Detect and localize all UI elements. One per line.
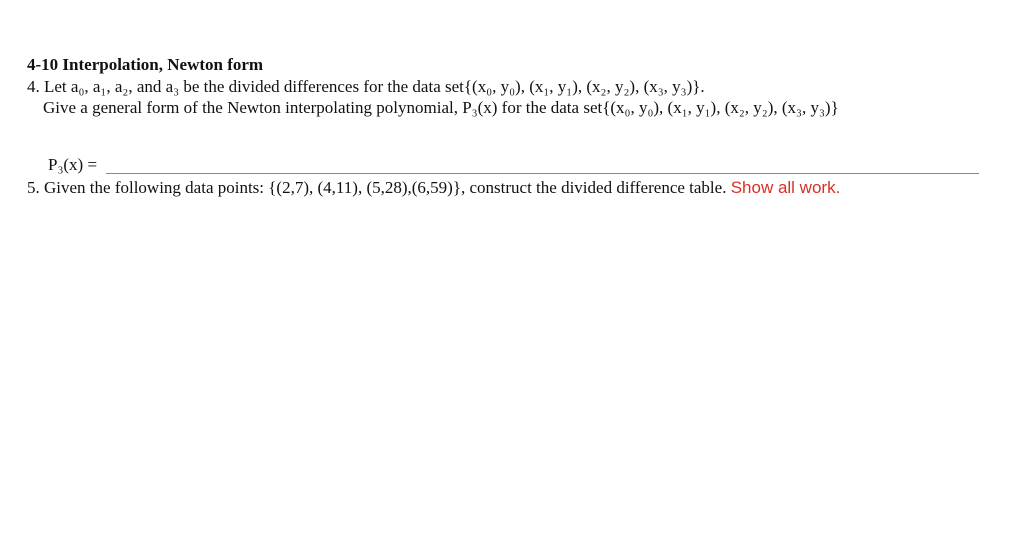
- show-work-note: Show all work.: [730, 178, 841, 197]
- answer-blank-line: [106, 173, 979, 174]
- answer-label: P₃(x) =: [48, 155, 98, 174]
- question-4-line-1: 4. Let a₀, a₁, a₂, and a₃ be the divided differences for the data set{(x₀, y₀), (x₁, y₁), (x₂, y₂), (x₃, y₃)}.: [27, 77, 705, 96]
- question-5: [27, 178, 840, 198]
- question-5-text: 5. Given the following data points: {(2,7), (4,11), (5,28),(6,59)}, construct the divided difference table.: [27, 178, 731, 197]
- question-4-line-2: Give a general form of the Newton interpolating polynomial, P₃(x) for the data set{(x₀, y₀), (x₁, y₁), (x₂, y₂), (x₃, y₃)}: [43, 98, 839, 117]
- section-heading: 4-10 Interpolation, Newton form: [27, 55, 264, 74]
